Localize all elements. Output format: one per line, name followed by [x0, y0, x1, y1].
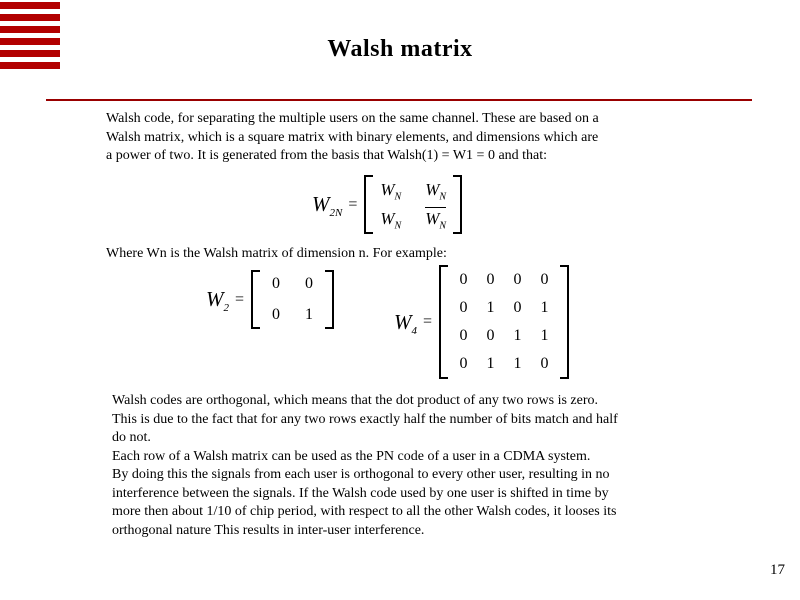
- matrix-value: 0: [272, 275, 281, 292]
- formula-w4: [394, 265, 569, 379]
- equals-sign: =: [348, 195, 358, 213]
- matrix-w2n: [364, 175, 462, 234]
- matrix-value: 0: [459, 271, 468, 288]
- body-line: more then about 1/10 of chip period, with respect to all the other Walsh codes, it looses its: [112, 504, 617, 519]
- page-title: Walsh matrix: [327, 36, 473, 62]
- title-divider: [46, 99, 752, 101]
- left-bracket: [439, 265, 448, 379]
- formula-w2: [206, 270, 334, 329]
- body-line: do not.: [112, 430, 151, 445]
- left-bracket: [364, 175, 373, 234]
- matrix-value: 0: [459, 327, 468, 344]
- matrix-value: 1: [513, 355, 522, 372]
- matrix-value: 0: [305, 275, 314, 292]
- intro-line: Walsh matrix, which is a square matrix with binary elements, and dimensions which are: [106, 129, 599, 145]
- matrix-value: 0: [513, 271, 522, 288]
- equals-sign: =: [423, 313, 433, 330]
- matrix-cell: $W_N$: [425, 180, 447, 203]
- matrix-value: 1: [540, 299, 549, 316]
- body-line: Each row of a Walsh matrix can be used as the PN code of a user in a CDMA system.: [112, 448, 591, 464]
- formula-w4-lhs: $W_4$: [394, 309, 417, 337]
- right-bracket: [560, 265, 569, 379]
- formula-w2n: [312, 175, 462, 234]
- left-bracket: [251, 270, 260, 329]
- matrix-cell: $W_N$: [380, 180, 402, 203]
- matrix-cell-overlined: $W_N$: [425, 209, 447, 232]
- matrix-value: 0: [486, 271, 495, 288]
- matrix-value: 0: [513, 299, 522, 316]
- matrix-value: 1: [540, 327, 549, 344]
- matrix-w2: [251, 270, 334, 329]
- matrix-value: 1: [305, 306, 314, 323]
- matrix-value: 1: [486, 355, 495, 372]
- intro-line: a power of two. It is generated from the basis that Walsh(1) = W1 = 0 and that:: [106, 148, 548, 163]
- where-paragraph: Where Wn is the Walsh matrix of dimension n. For example:: [106, 246, 447, 261]
- matrix-cell: $W_N$: [380, 209, 402, 232]
- matrix-value: 0: [459, 299, 468, 316]
- equals-sign: =: [235, 290, 245, 308]
- body-paragraph: [112, 392, 618, 540]
- formula-w2-lhs: $W_2$: [206, 287, 229, 315]
- right-bracket: [325, 270, 334, 329]
- matrix-value: 0: [272, 306, 281, 323]
- intro-line: Walsh code, for separating the multiple users on the same channel. These are based on a: [106, 111, 599, 126]
- matrix-value: 1: [513, 327, 522, 344]
- body-line: interference between the signals. If the Walsh code used by one user is shifted in time by: [112, 485, 609, 501]
- matrix-value: 0: [540, 355, 549, 372]
- right-bracket: [453, 175, 462, 234]
- body-line: By doing this the signals from each user is orthogonal to every other user, resulting in no: [112, 467, 610, 482]
- matrix-value: 1: [486, 299, 495, 316]
- matrix-value: 0: [459, 355, 468, 372]
- matrix-value: 0: [486, 327, 495, 344]
- body-line: This is due to the fact that for any two rows exactly half the number of bits match and half: [112, 411, 618, 427]
- formula-w2n-lhs: $W_{2N}$: [312, 192, 343, 220]
- intro-paragraph: [106, 110, 599, 166]
- matrix-w4: [439, 265, 569, 379]
- page-number: 17: [770, 562, 785, 578]
- matrix-value: 0: [540, 271, 549, 288]
- body-line: Walsh codes are orthogonal, which means that the dot product of any two rows is zero.: [112, 393, 599, 408]
- body-line: orthogonal nature This results in inter-user interference.: [112, 522, 425, 538]
